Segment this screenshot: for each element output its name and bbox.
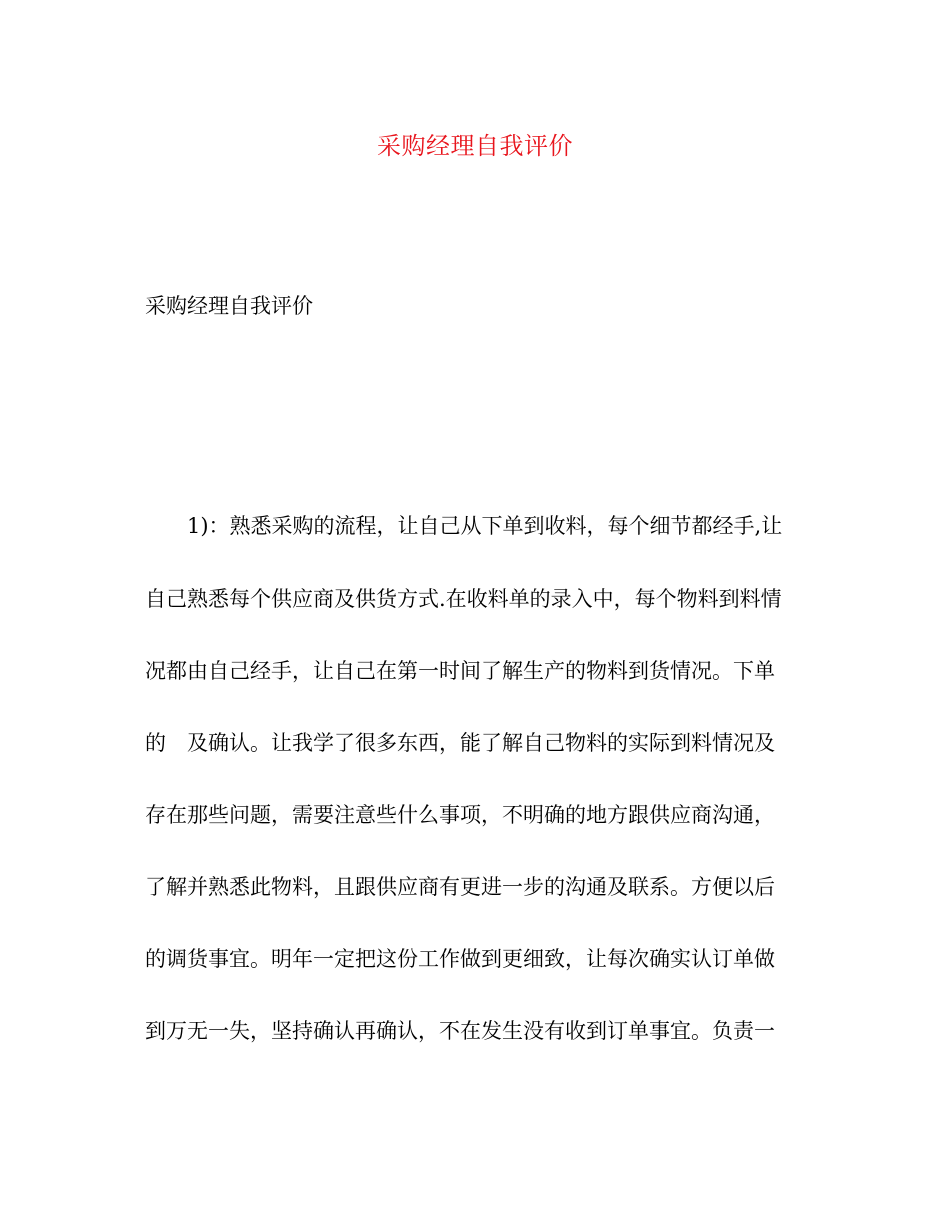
paragraph-line-6: 了解并熟悉此物料，且跟供应商有更进一步的沟通及联系。方便以后 (145, 875, 775, 899)
paragraph-line-2: 自己熟悉每个供应商及供货方式.在收料单的录入中，每个物料到料情 (145, 587, 782, 611)
document-title: 采购经理自我评价 (377, 132, 573, 160)
paragraph-line-5: 存在那些问题，需要注意些什么事项，不明确的地方跟供应商沟通， (145, 803, 775, 827)
paragraph-line-3: 况都由自己经手，让自己在第一时间了解生产的物料到货情况。下单 (145, 659, 775, 683)
paragraph-line-7: 的调货事宜。明年一定把这份工作做到更细致，让每次确实认订单做 (145, 947, 775, 971)
paragraph-line-8: 到万无一失，坚持确认再确认，不在发生没有收到订单事宜。负责一 (145, 1019, 775, 1043)
paragraph-line-1: 1)：熟悉采购的流程，让自己从下单到收料，每个细节都经手,让 (145, 514, 783, 538)
paragraph-line-4: 的 及确认。让我学了很多东西，能了解自己物料的实际到料情况及 (145, 731, 775, 755)
document-subtitle: 采购经理自我评价 (145, 294, 313, 318)
